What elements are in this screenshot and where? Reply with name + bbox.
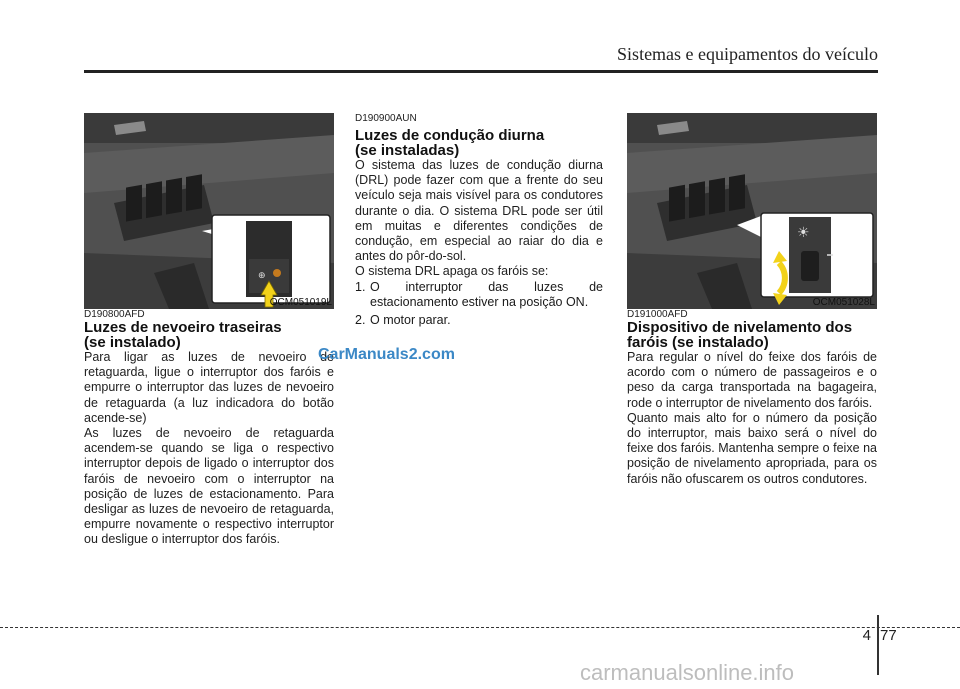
page-number: 77 [880, 627, 897, 644]
list-item [355, 280, 603, 310]
header-rule [84, 70, 878, 73]
section-heading [627, 320, 877, 350]
svg-text:⊕: ⊕ [258, 271, 266, 281]
heading-line-1: Luzes de nevoeiro traseiras [84, 319, 282, 336]
paragraph: O sistema DRL apaga os faróis se: [355, 264, 549, 279]
list-item [355, 313, 603, 328]
footer-rule [0, 627, 960, 628]
paragraph: O sistema das luzes de condução diurna (DRL) pode fazer com que a frente do seu veículo seja mais visível para os condutores durante o dia. O sistema DRL pode ser útil em muitas e diferentes condições de condução, em especial ao raiar do dia e antes do pôr-do-sol. [355, 158, 603, 264]
paragraph: Quanto mais alto for o número da posição do interruptor, mais baixo será o nível do feixe dos faróis. Mantenha sempre o feixe na posição de nivelamento apropriada, para os faróis não ofuscarem os outros condutores. [627, 410, 877, 486]
fog-light-switch-photo [84, 113, 334, 309]
section-code: D191000AFD [627, 309, 688, 320]
paragraph: Para regular o nível do feixe dos faróis de acordo com o número de passageiros e o peso da carga transportada na bagageira, rode o interruptor de nivelamento dos faróis. [627, 350, 877, 410]
heading-line-2: (se instaladas) [355, 142, 460, 159]
paragraph: Para ligar as luzes de nevoeiro de retaguarda, ligue o interruptor dos faróis e empurre o interruptor das luzes de nevoeiro de retaguarda (a luz indicadora do botão acende-se) [84, 350, 334, 425]
heading-line-1: Dispositivo de nivelamento dos [627, 319, 853, 336]
footer-watermark[interactable]: carmanualsonline.info [580, 660, 795, 685]
heading-line-2: faróis (se instalado) [627, 334, 769, 351]
chapter-number: 4 [862, 627, 871, 644]
left-column [84, 113, 334, 548]
section-code: D190900AUN [355, 113, 417, 124]
middle-column [355, 113, 603, 331]
heading-line-2: (se instalado) [84, 334, 181, 351]
svg-text:☀: ☀ [797, 225, 810, 241]
page-divider [877, 615, 879, 675]
list-number: 1. [355, 279, 366, 294]
figure-code: OCM051028L [812, 297, 875, 308]
headlight-leveling-photo [627, 113, 877, 309]
paragraph: As luzes de nevoeiro de retaguarda acendem-se quando se liga o respectivo interruptor depois de ligado o interruptor dos faróis de nevoeiro com o interruptor na posição de luzes de estacionamento. Para desligar as luzes de nevoeiro de retaguarda, empurre novamente o respectivo interruptor ou desligue o interruptor dos faróis. [84, 426, 334, 547]
watermark-link[interactable]: CarManuals2.com [318, 346, 455, 363]
list-text: O interruptor das luzes de estacionamento estiver na posição ON. [370, 279, 603, 309]
heading-line-1: Luzes de condução diurna [355, 127, 545, 144]
list-number: 2. [355, 313, 366, 328]
list-text: O motor parar. [370, 313, 451, 328]
right-column [627, 113, 877, 487]
section-heading [355, 128, 603, 158]
section-heading [84, 320, 334, 350]
section-code: D190800AFD [84, 309, 145, 320]
figure-code: OCM051019L [269, 297, 332, 308]
running-header: Sistemas e equipamentos do veículo [617, 44, 878, 64]
